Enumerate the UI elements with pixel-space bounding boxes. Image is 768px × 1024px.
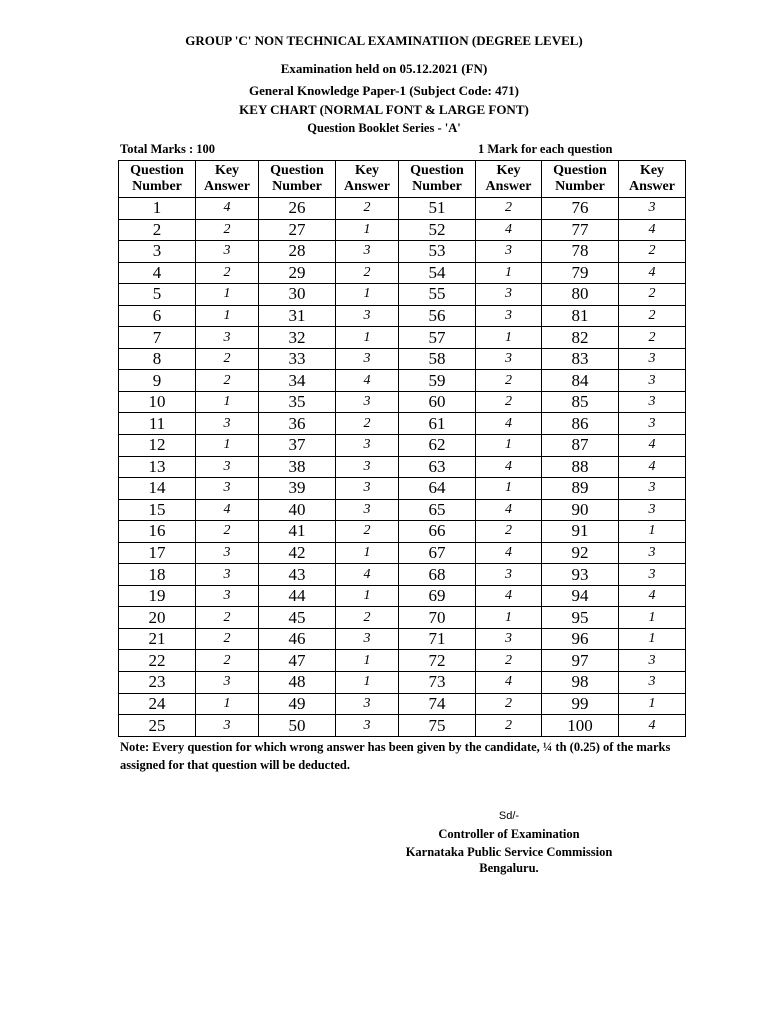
key-answer-cell: 3 xyxy=(336,478,399,500)
key-answer-cell: 3 xyxy=(196,672,259,694)
key-answer-cell: 3 xyxy=(619,478,686,500)
table-row xyxy=(119,585,686,607)
key-answer-cell: 4 xyxy=(476,219,542,241)
question-number-cell: 63 xyxy=(399,456,476,478)
question-number-cell: 73 xyxy=(399,672,476,694)
key-answer-cell: 3 xyxy=(619,370,686,392)
table-row xyxy=(119,327,686,349)
key-answer-cell: 1 xyxy=(619,607,686,629)
question-number-cell: 46 xyxy=(259,628,336,650)
question-number-cell: 53 xyxy=(399,241,476,263)
key-answer-cell: 3 xyxy=(619,391,686,413)
question-number-cell: 51 xyxy=(399,198,476,220)
key-answer-cell: 3 xyxy=(476,284,542,306)
question-number-cell: 13 xyxy=(119,456,196,478)
key-answer-cell: 2 xyxy=(476,521,542,543)
key-answer-cell: 3 xyxy=(336,241,399,263)
header-key-answer: Key Answer xyxy=(196,161,259,198)
table-row xyxy=(119,628,686,650)
key-answer-cell: 4 xyxy=(476,499,542,521)
header-question-number: Question Number xyxy=(259,161,336,198)
key-answer-cell: 3 xyxy=(196,413,259,435)
key-answer-cell: 2 xyxy=(619,305,686,327)
key-answer-cell: 1 xyxy=(336,585,399,607)
key-chart-title: KEY CHART (NORMAL FONT & LARGE FONT) xyxy=(239,102,529,117)
header-question-number: Question Number xyxy=(399,161,476,198)
header-key-answer: Key Answer xyxy=(336,161,399,198)
key-answer-cell: 1 xyxy=(196,305,259,327)
question-number-cell: 45 xyxy=(259,607,336,629)
sd-mark: Sd/- xyxy=(498,810,520,822)
question-number-cell: 36 xyxy=(259,413,336,435)
key-answer-cell: 1 xyxy=(336,542,399,564)
table-row xyxy=(119,241,686,263)
exam-date: Examination held on 05.12.2021 (FN) xyxy=(280,61,488,76)
question-number-cell: 27 xyxy=(259,219,336,241)
key-answer-cell: 3 xyxy=(196,585,259,607)
question-number-cell: 30 xyxy=(259,284,336,306)
question-number-cell: 72 xyxy=(399,650,476,672)
key-answer-cell: 2 xyxy=(476,198,542,220)
key-answer-cell: 4 xyxy=(619,585,686,607)
key-answer-cell: 3 xyxy=(196,542,259,564)
table-row xyxy=(119,542,686,564)
question-number-cell: 37 xyxy=(259,435,336,457)
key-answer-cell: 3 xyxy=(619,348,686,370)
question-number-cell: 49 xyxy=(259,693,336,715)
question-number-cell: 74 xyxy=(399,693,476,715)
key-answer-cell: 3 xyxy=(336,435,399,457)
table-row xyxy=(119,413,686,435)
question-number-cell: 38 xyxy=(259,456,336,478)
key-answer-cell: 3 xyxy=(196,478,259,500)
total-marks: Total Marks : 100 xyxy=(120,142,216,156)
question-number-cell: 6 xyxy=(119,305,196,327)
signatory-city: Bengaluru. xyxy=(479,861,539,875)
question-number-cell: 1 xyxy=(119,198,196,220)
key-answer-cell: 4 xyxy=(619,219,686,241)
question-number-cell: 35 xyxy=(259,391,336,413)
deduction-note: Note: Every question for which wrong answer has been given by the candidate, ¼ th (0.25) of the marks assigned for that question will be deducted. xyxy=(120,740,671,772)
header-key-answer: Key Answer xyxy=(619,161,686,198)
key-answer-cell: 2 xyxy=(196,262,259,284)
question-number-cell: 19 xyxy=(119,585,196,607)
key-answer-cell: 1 xyxy=(336,327,399,349)
key-answer-cell: 1 xyxy=(196,693,259,715)
table-header-row xyxy=(119,161,686,198)
question-number-cell: 71 xyxy=(399,628,476,650)
table-row xyxy=(119,262,686,284)
key-answer-cell: 3 xyxy=(619,413,686,435)
question-number-cell: 58 xyxy=(399,348,476,370)
question-number-cell: 70 xyxy=(399,607,476,629)
question-number-cell: 21 xyxy=(119,628,196,650)
key-answer-cell: 3 xyxy=(196,564,259,586)
question-number-cell: 68 xyxy=(399,564,476,586)
key-answer-cell: 2 xyxy=(336,413,399,435)
signatory-designation: Controller of Examination xyxy=(438,827,580,841)
key-answer-cell: 3 xyxy=(336,715,399,737)
question-number-cell: 40 xyxy=(259,499,336,521)
key-answer-cell: 2 xyxy=(619,284,686,306)
question-number-cell: 47 xyxy=(259,650,336,672)
question-number-cell: 41 xyxy=(259,521,336,543)
question-number-cell: 85 xyxy=(542,391,619,413)
question-number-cell: 77 xyxy=(542,219,619,241)
question-number-cell: 91 xyxy=(542,521,619,543)
question-number-cell: 87 xyxy=(542,435,619,457)
question-number-cell: 52 xyxy=(399,219,476,241)
key-answer-cell: 3 xyxy=(476,241,542,263)
table-row xyxy=(119,672,686,694)
question-number-cell: 29 xyxy=(259,262,336,284)
key-answer-cell: 2 xyxy=(196,650,259,672)
key-answer-cell: 2 xyxy=(196,607,259,629)
key-answer-cell: 3 xyxy=(196,715,259,737)
question-number-cell: 64 xyxy=(399,478,476,500)
question-number-cell: 48 xyxy=(259,672,336,694)
question-number-cell: 60 xyxy=(399,391,476,413)
question-number-cell: 50 xyxy=(259,715,336,737)
signatory-organization: Karnataka Public Service Commission xyxy=(405,845,613,859)
key-answer-cell: 4 xyxy=(196,499,259,521)
key-answer-cell: 2 xyxy=(196,219,259,241)
key-answer-cell: 3 xyxy=(476,628,542,650)
key-answer-cell: 1 xyxy=(476,327,542,349)
question-number-cell: 57 xyxy=(399,327,476,349)
key-answer-cell: 2 xyxy=(476,693,542,715)
question-number-cell: 88 xyxy=(542,456,619,478)
paper-name: General Knowledge Paper-1 (Subject Code: 471) xyxy=(249,83,519,98)
table-row xyxy=(119,391,686,413)
key-answer-cell: 1 xyxy=(196,435,259,457)
key-answer-cell: 3 xyxy=(196,456,259,478)
question-number-cell: 81 xyxy=(542,305,619,327)
table-row xyxy=(119,478,686,500)
key-answer-cell: 2 xyxy=(196,348,259,370)
key-answer-cell: 1 xyxy=(336,219,399,241)
key-answer-cell: 4 xyxy=(619,435,686,457)
question-number-cell: 99 xyxy=(542,693,619,715)
question-number-cell: 42 xyxy=(259,542,336,564)
key-answer-cell: 1 xyxy=(619,693,686,715)
question-number-cell: 66 xyxy=(399,521,476,543)
table-row xyxy=(119,521,686,543)
question-number-cell: 94 xyxy=(542,585,619,607)
key-answer-cell: 1 xyxy=(476,478,542,500)
key-answer-cell: 2 xyxy=(336,521,399,543)
table-row xyxy=(119,219,686,241)
key-answer-cell: 2 xyxy=(336,262,399,284)
table-row xyxy=(119,693,686,715)
question-number-cell: 22 xyxy=(119,650,196,672)
table-row xyxy=(119,435,686,457)
question-number-cell: 33 xyxy=(259,348,336,370)
table-row xyxy=(119,564,686,586)
table-row xyxy=(119,284,686,306)
key-answer-cell: 2 xyxy=(336,198,399,220)
key-answer-cell: 1 xyxy=(336,672,399,694)
question-number-cell: 69 xyxy=(399,585,476,607)
question-number-cell: 23 xyxy=(119,672,196,694)
key-answer-cell: 4 xyxy=(476,672,542,694)
question-number-cell: 14 xyxy=(119,478,196,500)
question-number-cell: 78 xyxy=(542,241,619,263)
key-answer-cell: 4 xyxy=(336,564,399,586)
question-number-cell: 28 xyxy=(259,241,336,263)
key-answer-cell: 3 xyxy=(336,348,399,370)
key-answer-cell: 2 xyxy=(619,241,686,263)
question-number-cell: 67 xyxy=(399,542,476,564)
question-number-cell: 83 xyxy=(542,348,619,370)
question-number-cell: 59 xyxy=(399,370,476,392)
question-number-cell: 11 xyxy=(119,413,196,435)
question-number-cell: 84 xyxy=(542,370,619,392)
question-number-cell: 75 xyxy=(399,715,476,737)
header-question-number: Question Number xyxy=(542,161,619,198)
key-answer-cell: 3 xyxy=(476,305,542,327)
question-number-cell: 54 xyxy=(399,262,476,284)
table-row xyxy=(119,370,686,392)
key-answer-cell: 3 xyxy=(336,305,399,327)
table-row xyxy=(119,499,686,521)
key-answer-cell: 3 xyxy=(336,499,399,521)
question-number-cell: 39 xyxy=(259,478,336,500)
question-number-cell: 8 xyxy=(119,348,196,370)
question-number-cell: 16 xyxy=(119,521,196,543)
key-answer-cell: 3 xyxy=(336,456,399,478)
question-number-cell: 93 xyxy=(542,564,619,586)
question-number-cell: 96 xyxy=(542,628,619,650)
table-row xyxy=(119,348,686,370)
key-answer-cell: 4 xyxy=(476,413,542,435)
question-number-cell: 62 xyxy=(399,435,476,457)
question-number-cell: 43 xyxy=(259,564,336,586)
key-answer-cell: 1 xyxy=(476,607,542,629)
key-answer-cell: 2 xyxy=(476,370,542,392)
question-number-cell: 10 xyxy=(119,391,196,413)
table-body xyxy=(119,198,686,737)
question-number-cell: 55 xyxy=(399,284,476,306)
answer-key-table xyxy=(118,160,686,737)
key-answer-cell: 3 xyxy=(196,241,259,263)
question-number-cell: 86 xyxy=(542,413,619,435)
question-number-cell: 65 xyxy=(399,499,476,521)
key-answer-cell: 3 xyxy=(619,499,686,521)
question-number-cell: 4 xyxy=(119,262,196,284)
question-number-cell: 56 xyxy=(399,305,476,327)
key-answer-cell: 3 xyxy=(619,672,686,694)
question-number-cell: 18 xyxy=(119,564,196,586)
key-answer-cell: 2 xyxy=(619,327,686,349)
question-number-cell: 76 xyxy=(542,198,619,220)
question-number-cell: 34 xyxy=(259,370,336,392)
key-answer-cell: 2 xyxy=(476,650,542,672)
key-answer-cell: 3 xyxy=(476,564,542,586)
key-answer-cell: 1 xyxy=(196,391,259,413)
question-number-cell: 79 xyxy=(542,262,619,284)
key-answer-cell: 1 xyxy=(476,262,542,284)
header-key-answer: Key Answer xyxy=(476,161,542,198)
question-number-cell: 3 xyxy=(119,241,196,263)
question-number-cell: 24 xyxy=(119,693,196,715)
key-answer-cell: 4 xyxy=(476,542,542,564)
question-number-cell: 89 xyxy=(542,478,619,500)
key-answer-cell: 3 xyxy=(336,693,399,715)
key-answer-cell: 3 xyxy=(619,564,686,586)
key-answer-cell: 2 xyxy=(196,628,259,650)
key-answer-cell: 1 xyxy=(336,650,399,672)
question-number-cell: 31 xyxy=(259,305,336,327)
key-answer-cell: 4 xyxy=(619,456,686,478)
question-number-cell: 90 xyxy=(542,499,619,521)
table-row xyxy=(119,305,686,327)
key-answer-cell: 1 xyxy=(196,284,259,306)
key-answer-cell: 4 xyxy=(196,198,259,220)
key-answer-cell: 4 xyxy=(476,585,542,607)
question-number-cell: 82 xyxy=(542,327,619,349)
question-number-cell: 17 xyxy=(119,542,196,564)
question-number-cell: 20 xyxy=(119,607,196,629)
question-number-cell: 61 xyxy=(399,413,476,435)
key-answer-cell: 3 xyxy=(336,628,399,650)
table-row xyxy=(119,456,686,478)
key-answer-cell: 3 xyxy=(336,391,399,413)
key-answer-cell: 3 xyxy=(619,650,686,672)
table-row xyxy=(119,607,686,629)
question-number-cell: 9 xyxy=(119,370,196,392)
mark-rule: 1 Mark for each question xyxy=(478,142,613,156)
question-number-cell: 80 xyxy=(542,284,619,306)
key-answer-cell: 2 xyxy=(336,607,399,629)
document-title: GROUP 'C' NON TECHNICAL EXAMINATIION (DEGREE LEVEL) xyxy=(185,33,583,48)
table-row xyxy=(119,715,686,737)
question-number-cell: 100 xyxy=(542,715,619,737)
question-number-cell: 2 xyxy=(119,219,196,241)
table-row xyxy=(119,198,686,220)
key-answer-cell: 3 xyxy=(619,542,686,564)
question-number-cell: 98 xyxy=(542,672,619,694)
question-number-cell: 26 xyxy=(259,198,336,220)
question-number-cell: 97 xyxy=(542,650,619,672)
question-number-cell: 95 xyxy=(542,607,619,629)
key-answer-cell: 4 xyxy=(336,370,399,392)
booklet-series: Question Booklet Series - 'A' xyxy=(307,121,461,135)
question-number-cell: 25 xyxy=(119,715,196,737)
key-answer-cell: 2 xyxy=(476,715,542,737)
key-answer-cell: 2 xyxy=(196,370,259,392)
question-number-cell: 32 xyxy=(259,327,336,349)
key-answer-cell: 3 xyxy=(476,348,542,370)
question-number-cell: 44 xyxy=(259,585,336,607)
question-number-cell: 12 xyxy=(119,435,196,457)
key-answer-cell: 1 xyxy=(336,284,399,306)
header-question-number: Question Number xyxy=(119,161,196,198)
key-answer-cell: 1 xyxy=(476,435,542,457)
key-answer-cell: 2 xyxy=(476,391,542,413)
key-answer-cell: 4 xyxy=(476,456,542,478)
question-number-cell: 7 xyxy=(119,327,196,349)
table-row xyxy=(119,650,686,672)
key-answer-cell: 3 xyxy=(619,198,686,220)
key-answer-cell: 1 xyxy=(619,521,686,543)
key-answer-cell: 4 xyxy=(619,715,686,737)
question-number-cell: 92 xyxy=(542,542,619,564)
key-answer-cell: 3 xyxy=(196,327,259,349)
question-number-cell: 5 xyxy=(119,284,196,306)
question-number-cell: 15 xyxy=(119,499,196,521)
key-answer-cell: 4 xyxy=(619,262,686,284)
key-answer-cell: 2 xyxy=(196,521,259,543)
key-answer-cell: 1 xyxy=(619,628,686,650)
